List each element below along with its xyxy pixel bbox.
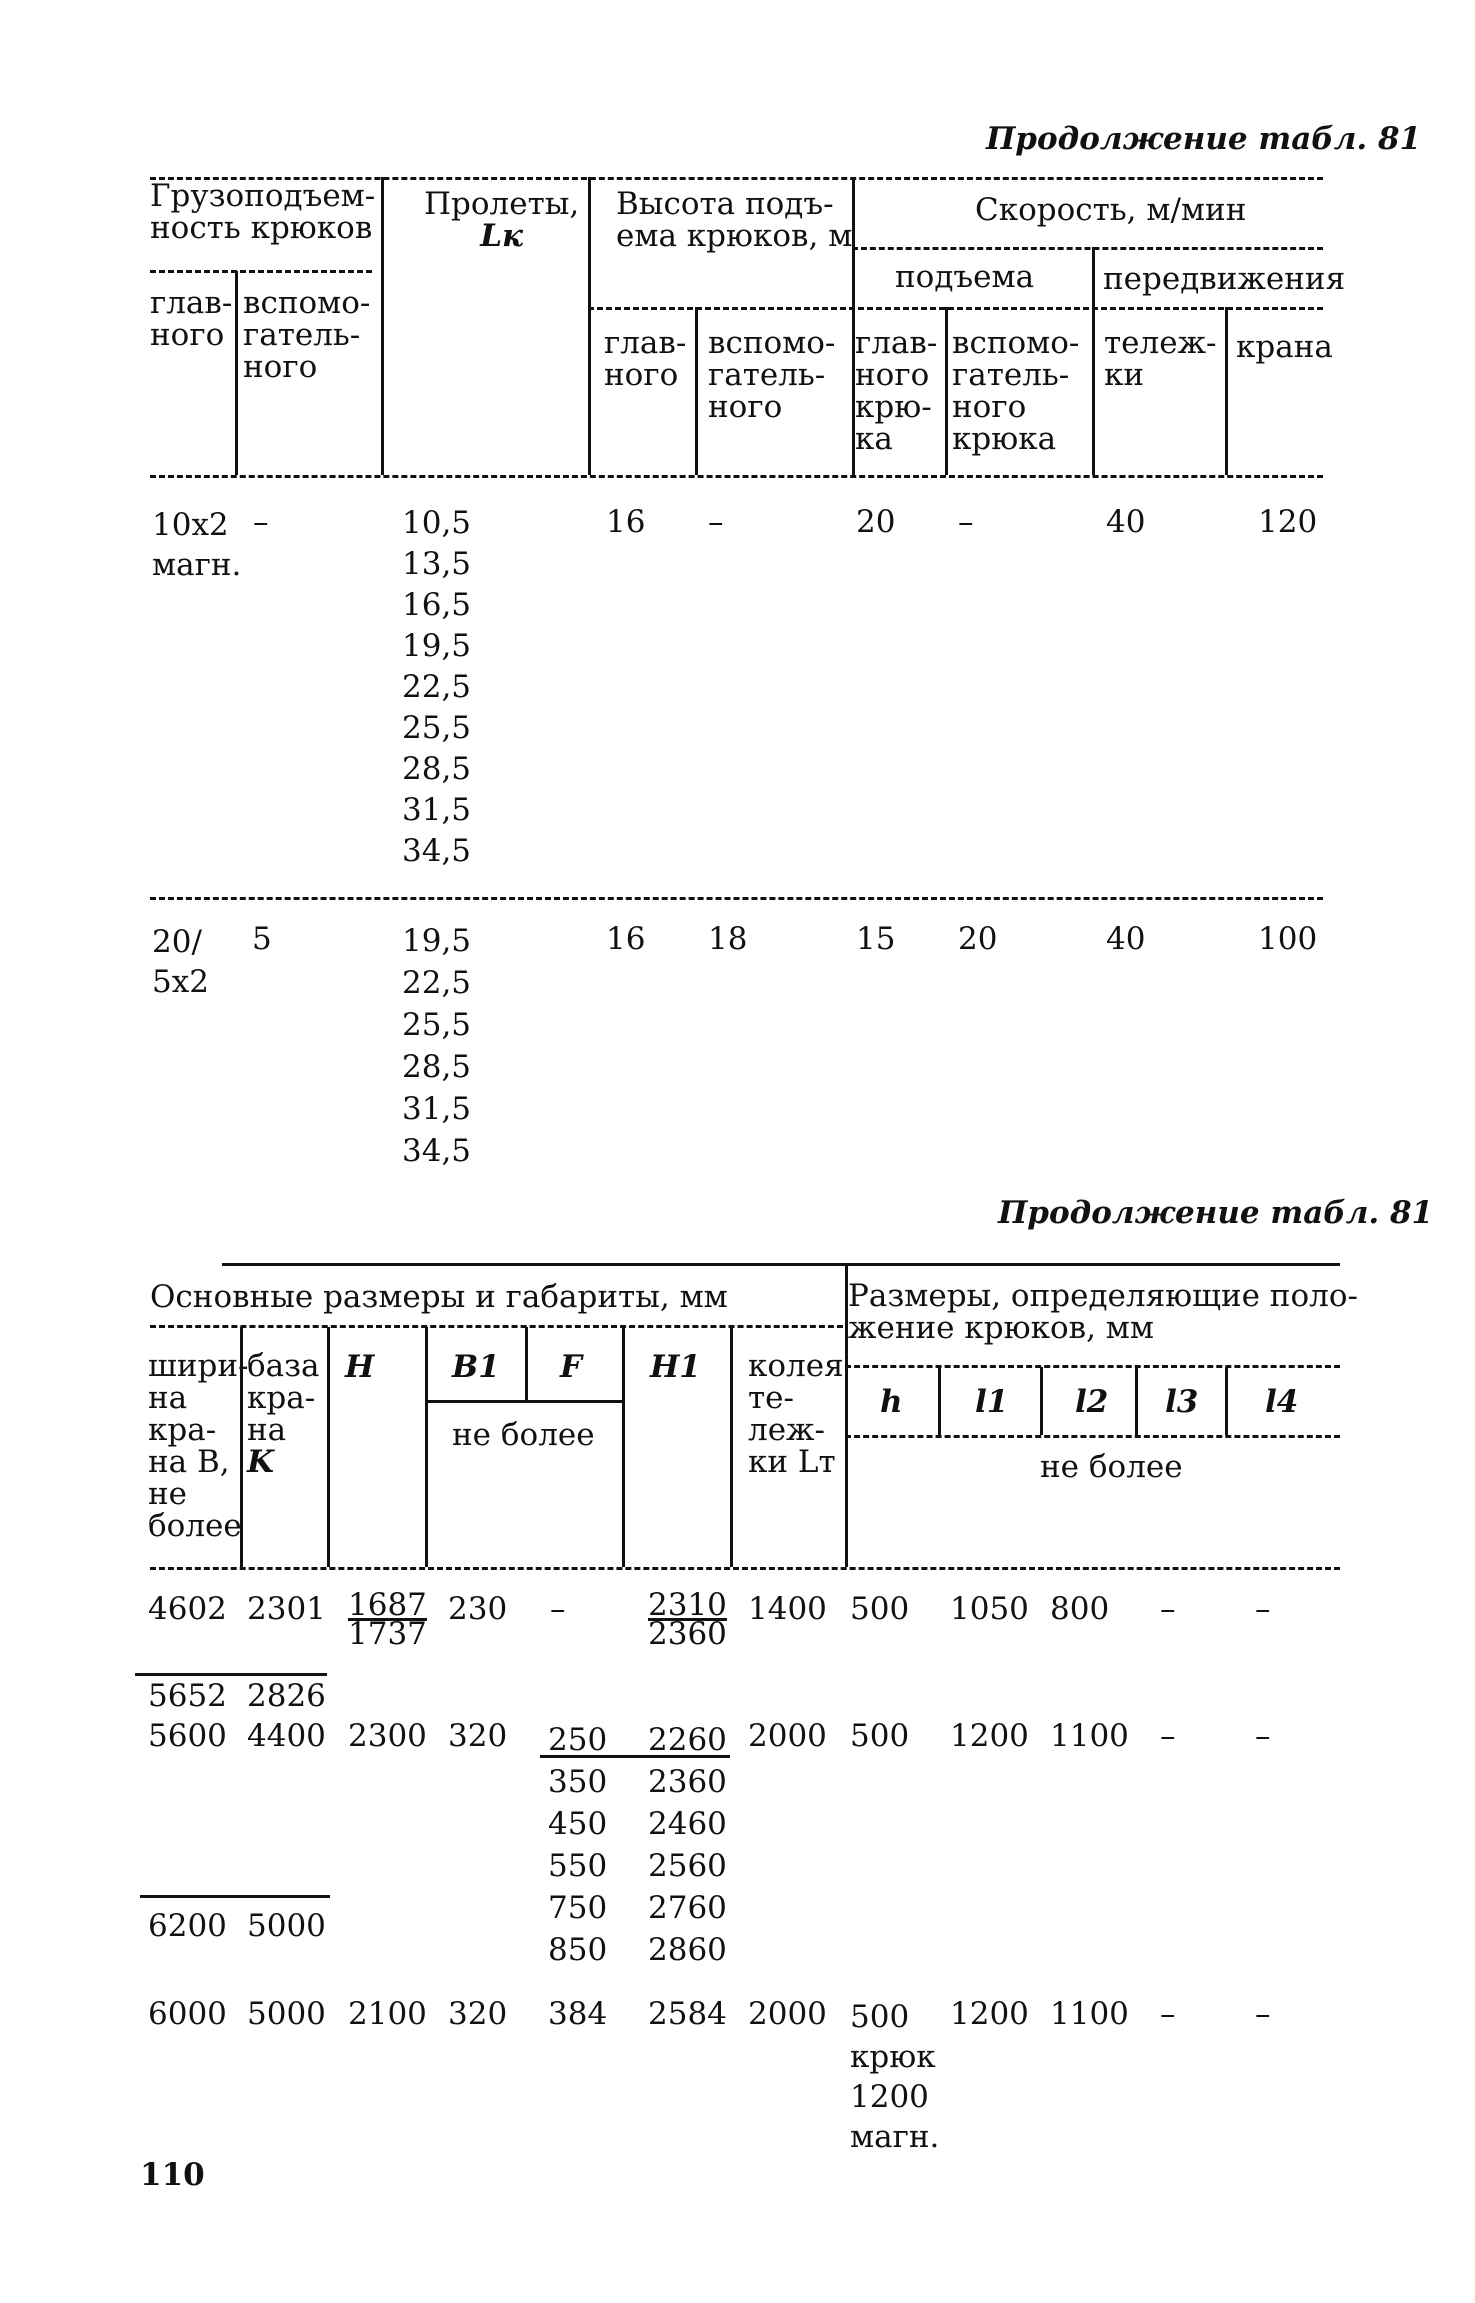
t2-r5-l1: 1200 bbox=[950, 1996, 1029, 2032]
header-l2: l2 bbox=[1075, 1384, 1109, 1420]
table1-row-divider bbox=[150, 897, 1323, 900]
t2-r3-gauge: 2000 bbox=[748, 1718, 827, 1754]
rule bbox=[150, 1325, 843, 1328]
t1-row2-v-aux: 20 bbox=[958, 921, 998, 957]
rule bbox=[845, 1365, 1340, 1368]
header-B1: B1 bbox=[452, 1349, 500, 1385]
rule bbox=[695, 307, 698, 475]
t2-r5-width: 6000 bbox=[148, 1996, 227, 2032]
header-lift-main: глав- ного крю- ка bbox=[855, 325, 938, 457]
t2-r2-width: 5652 bbox=[148, 1678, 227, 1714]
table1-caption: Продолжение табл. 81 bbox=[986, 121, 1422, 157]
header-h-aux: вспомо- гатель- ного bbox=[708, 325, 836, 425]
rule bbox=[235, 271, 238, 475]
t2-r3-h: 500 bbox=[850, 1718, 910, 1754]
t2-r5-l2: 1100 bbox=[1050, 1996, 1129, 2032]
t2-r3-H: 2300 bbox=[348, 1718, 427, 1754]
table2-caption: Продолжение табл. 81 bbox=[998, 1195, 1434, 1231]
t2-r3-l1: 1200 bbox=[950, 1718, 1029, 1754]
header-spans: Пролеты, Lк bbox=[424, 186, 580, 254]
header-height: Высота подъ- ема крюков, м bbox=[616, 186, 853, 254]
rule bbox=[730, 1327, 733, 1567]
t2-r4-width: 6200 bbox=[148, 1908, 227, 1944]
t2-r1-width: 4602 bbox=[148, 1591, 227, 1627]
rule bbox=[1092, 247, 1095, 475]
header-lift-aux: вспомо- гатель- ного крюка bbox=[952, 325, 1080, 457]
t1-row1-cap-aux: – bbox=[253, 504, 269, 540]
t2-r3-l3: – bbox=[1160, 1718, 1176, 1754]
t2-r1-l1: 1050 bbox=[950, 1591, 1029, 1627]
t2-r1-l2: 800 bbox=[1050, 1591, 1110, 1627]
header-lift: подъема bbox=[895, 259, 1035, 295]
rule bbox=[588, 177, 591, 475]
header-speed: Скорость, м/мин bbox=[975, 192, 1247, 228]
header-cap-main: глав- ного bbox=[150, 285, 233, 353]
t1-row2-v-crane: 100 bbox=[1258, 921, 1318, 957]
t2-r3-l4: – bbox=[1255, 1718, 1271, 1754]
t2-r3-l2: 1100 bbox=[1050, 1718, 1129, 1754]
rule bbox=[1135, 1367, 1138, 1435]
t2-r5-base: 5000 bbox=[247, 1996, 326, 2032]
t2-r1-B1: 230 bbox=[448, 1591, 508, 1627]
t2-r1-l3: – bbox=[1160, 1591, 1176, 1627]
header-group2: Размеры, определяющие поло- жение крюков, мм bbox=[848, 1278, 1358, 1346]
rule bbox=[1225, 307, 1228, 475]
rule bbox=[428, 1400, 622, 1403]
t1-row2-spans: 19,5 22,5 25,5 28,5 31,5 34,5 bbox=[402, 923, 472, 1169]
header-gauge: колея те- леж- ки Lт bbox=[748, 1348, 844, 1480]
t2-r5-B1: 320 bbox=[448, 1996, 508, 2032]
t1-row2-h-main: 16 bbox=[606, 921, 646, 957]
rule bbox=[135, 1673, 327, 1676]
t2-r1-h: 500 bbox=[850, 1591, 910, 1627]
header-H1: H1 bbox=[650, 1349, 701, 1385]
rule bbox=[938, 1367, 941, 1435]
rule bbox=[327, 1327, 330, 1567]
header-group1: Основные размеры и габариты, мм bbox=[150, 1279, 728, 1315]
header-H: H bbox=[345, 1349, 375, 1385]
t2-r3-H1: 2260 2360 2460 2560 2760 2860 bbox=[648, 1722, 727, 1968]
t2-r5-l4: – bbox=[1255, 1996, 1271, 2032]
header-not-more-2: не более bbox=[1040, 1449, 1183, 1485]
header-capacity: Грузоподъем- ность крюков bbox=[150, 178, 376, 246]
t2-r5-H1: 2584 bbox=[648, 1996, 727, 2032]
header-travel: передвижения bbox=[1103, 261, 1346, 297]
header-base: база кра- на K bbox=[247, 1348, 320, 1480]
t2-r5-h: 500 крюк 1200 магн. bbox=[850, 1999, 940, 2155]
t1-row2-cap-aux: 5 bbox=[252, 921, 272, 957]
t2-r1-gauge: 1400 bbox=[748, 1591, 827, 1627]
t2-r3-B1: 320 bbox=[448, 1718, 508, 1754]
table1-header-bottom bbox=[150, 475, 1323, 478]
rule bbox=[852, 247, 1323, 250]
rule bbox=[622, 1327, 625, 1567]
rule bbox=[525, 1327, 528, 1400]
rule bbox=[945, 307, 948, 475]
t2-r5-l3: – bbox=[1160, 1996, 1176, 2032]
table2-top-rule bbox=[222, 1263, 1340, 1266]
header-F: F bbox=[560, 1349, 583, 1385]
t2-r5-F: 384 bbox=[548, 1996, 608, 2032]
table2-header-bottom bbox=[150, 1567, 1340, 1570]
t1-row2-v-main: 15 bbox=[856, 921, 896, 957]
t2-r1-F: – bbox=[550, 1591, 566, 1627]
header-crane: крана bbox=[1236, 329, 1333, 365]
t1-row1-cap-main: 10x2 магн. bbox=[152, 507, 242, 583]
t2-r1-H: 1687 1737 bbox=[348, 1587, 427, 1652]
rule bbox=[381, 177, 384, 475]
t2-r2-base: 2826 bbox=[247, 1678, 326, 1714]
t1-row1-v-crane: 120 bbox=[1258, 504, 1318, 540]
t1-row1-spans: 10,5 13,5 16,5 19,5 22,5 25,5 28,5 31,5 34,5 bbox=[402, 505, 472, 869]
t1-row1-v-aux: – bbox=[958, 504, 974, 540]
t2-r3-F: 250 350 450 550 750 850 bbox=[548, 1722, 608, 1968]
t2-r1-l4: – bbox=[1255, 1591, 1271, 1627]
rule bbox=[1225, 1367, 1228, 1435]
t2-r5-gauge: 2000 bbox=[748, 1996, 827, 2032]
t2-r3-base: 4400 bbox=[247, 1718, 326, 1754]
header-not-more: не более bbox=[452, 1417, 595, 1453]
rule bbox=[1040, 1367, 1043, 1435]
header-trolley: тележ- ки bbox=[1104, 325, 1217, 393]
t1-row1-h-aux: – bbox=[708, 504, 724, 540]
header-width: шири- на кра- на B, не более bbox=[148, 1348, 249, 1544]
header-l3: l3 bbox=[1165, 1384, 1199, 1420]
t1-row1-h-main: 16 bbox=[606, 504, 646, 540]
rule bbox=[150, 270, 372, 273]
t2-r5-H: 2100 bbox=[348, 1996, 427, 2032]
t2-r1-H1: 2310 2360 bbox=[648, 1587, 727, 1652]
t1-row2-cap-main: 20/ 5x2 bbox=[152, 924, 209, 1000]
rule bbox=[845, 1435, 1340, 1438]
t2-r3-width: 5600 bbox=[148, 1718, 227, 1754]
t1-row1-v-trolley: 40 bbox=[1106, 504, 1146, 540]
t1-row2-h-aux: 18 bbox=[708, 921, 748, 957]
rule bbox=[425, 1327, 428, 1567]
rule bbox=[140, 1895, 330, 1898]
header-l1: l1 bbox=[975, 1384, 1009, 1420]
header-h-main: глав- ного bbox=[604, 325, 687, 393]
t2-r1-base: 2301 bbox=[247, 1591, 326, 1627]
header-l4: l4 bbox=[1265, 1384, 1299, 1420]
header-h: h bbox=[880, 1384, 903, 1420]
t2-r4-base: 5000 bbox=[247, 1908, 326, 1944]
header-cap-aux: вспомо- гатель- ного bbox=[243, 285, 371, 385]
t1-row2-v-trolley: 40 bbox=[1106, 921, 1146, 957]
rule bbox=[588, 307, 1323, 310]
t1-row1-v-main: 20 bbox=[856, 504, 896, 540]
page-number: 110 bbox=[140, 2157, 205, 2193]
